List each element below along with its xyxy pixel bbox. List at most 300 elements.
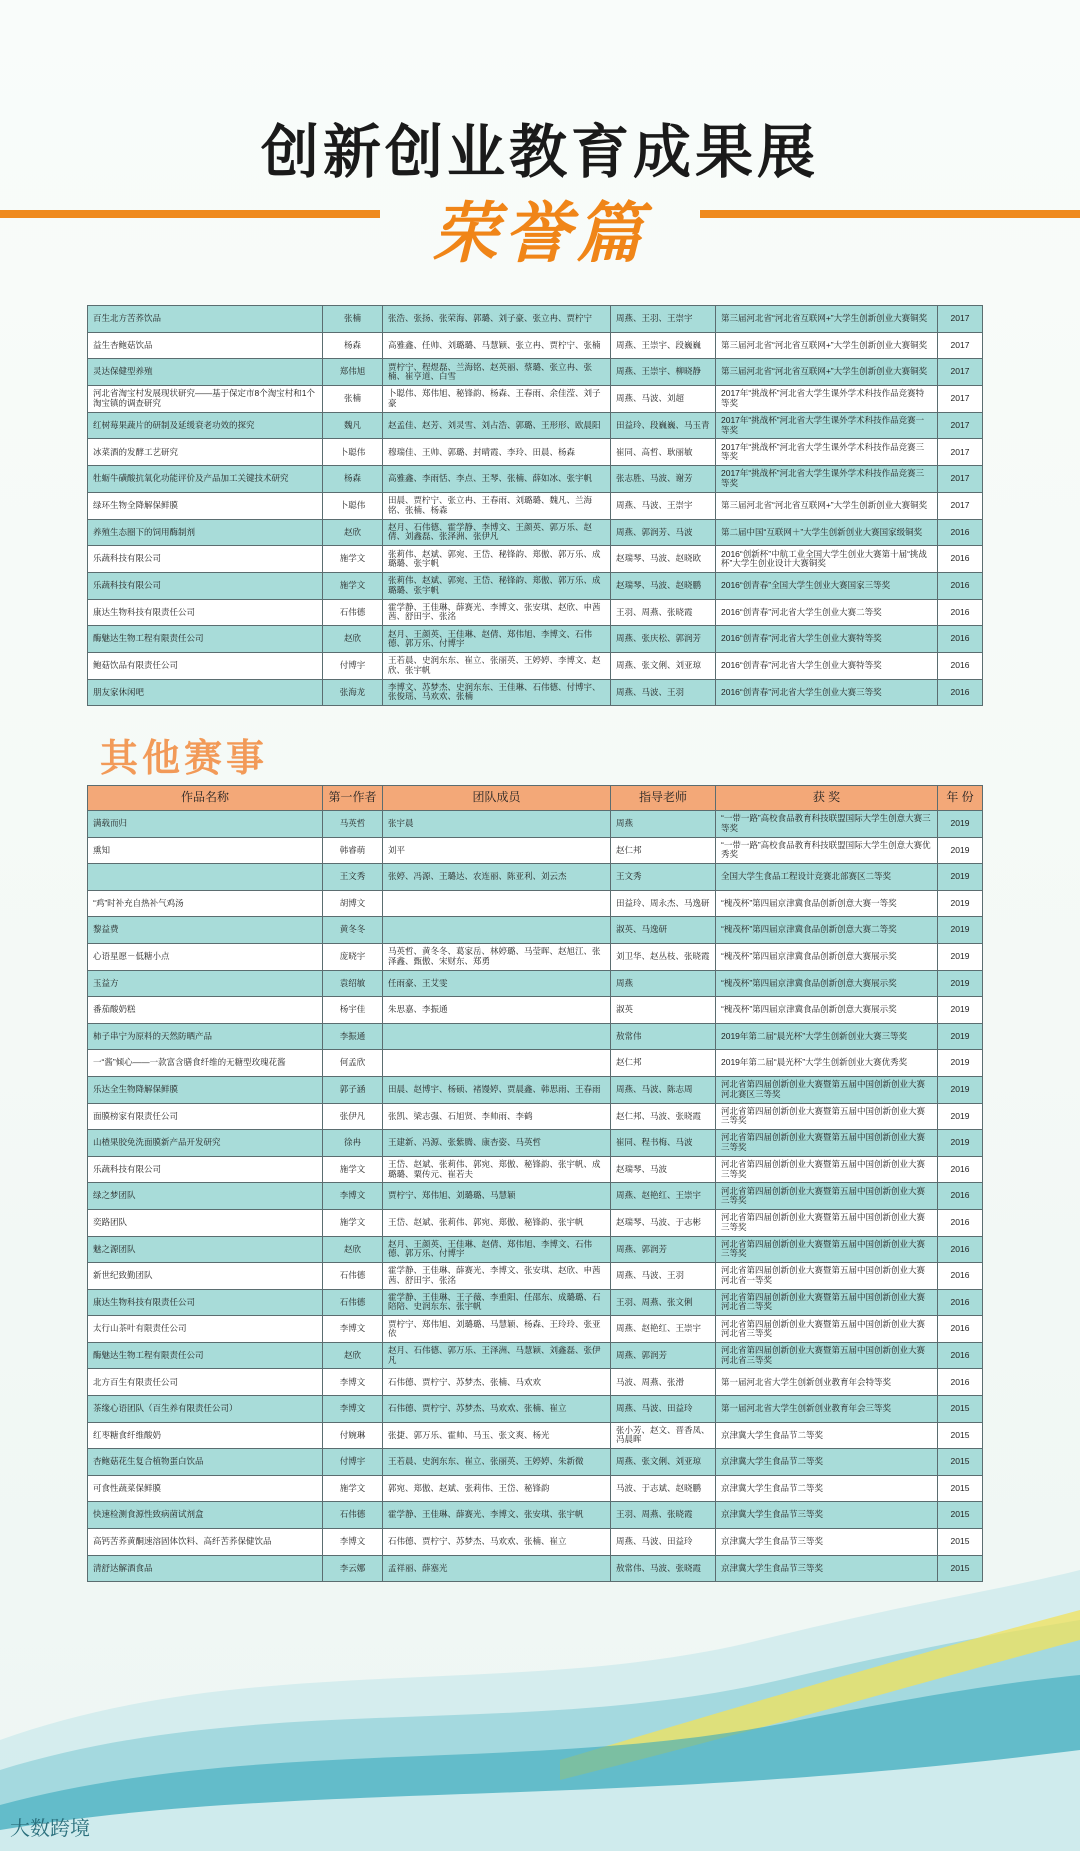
cell-author: 石伟德 <box>323 599 383 626</box>
cell-author: 张海龙 <box>323 679 383 706</box>
cell-year: 2017 <box>938 359 983 386</box>
cell-name: 太行山茶叶有限责任公司 <box>88 1316 323 1343</box>
cell-award: 河北省第四届创新创业大赛暨第五届中国创新创业大赛河北赛区三等奖 <box>716 1076 938 1103</box>
cell-author: 李博文 <box>323 1529 383 1556</box>
cell-advisor: 赵仁邦、马波、张晓霞 <box>611 1103 716 1130</box>
cell-award: 2017年“挑战杯”河北省大学生课外学术科技作品竞赛三等奖 <box>716 466 938 493</box>
table-row <box>88 1475 983 1502</box>
cell-advisor: 淑英、马逸研 <box>611 917 716 944</box>
cell-author: 杨宇佳 <box>323 997 383 1024</box>
cell-year: 2016 <box>938 1342 983 1369</box>
table-row <box>88 1263 983 1290</box>
cell-advisor: 周燕、张文俐、刘亚琼 <box>611 1449 716 1476</box>
cell-author: 付博宇 <box>323 652 383 679</box>
decorative-wave <box>0 1530 1080 1851</box>
table-row <box>88 546 983 573</box>
cell-name: 快速检测食源性致病菌试剂盒 <box>88 1502 323 1529</box>
cell-members: 王建新、冯源、张紫腾、康杏姿、马英哲 <box>383 1130 611 1157</box>
table-row <box>88 1130 983 1157</box>
cell-award: 第一届河北省大学生创新创业教育年会三等奖 <box>716 1396 938 1423</box>
cell-award: “槐茂杯”第四届京津冀食品创新创意大赛二等奖 <box>716 917 938 944</box>
cell-author: 李博文 <box>323 1369 383 1396</box>
cell-members: 朱思嘉、李振通 <box>383 997 611 1024</box>
cell-name: 红树莓果蔬片的研制及延缓衰老功效的探究 <box>88 412 323 439</box>
cell-author: 韩睿萌 <box>323 837 383 864</box>
cell-name: 可食性蔬菜保鲜膜 <box>88 1475 323 1502</box>
cell-award: 京津冀大学生食品节三等奖 <box>716 1529 938 1556</box>
cell-author: 杨森 <box>323 332 383 359</box>
cell-members <box>383 917 611 944</box>
cell-advisor: 赵仁邦 <box>611 1050 716 1077</box>
cell-award: 2019年第二届“晨光杯”大学生创新创业大赛优秀奖 <box>716 1050 938 1077</box>
cell-advisor: 周燕、郭润芳、马波 <box>611 519 716 546</box>
cell-advisor: 周燕、王崇宇、段巍巍 <box>611 332 716 359</box>
cell-name: 魅之源团队 <box>88 1236 323 1263</box>
cell-members <box>383 1023 611 1050</box>
cell-name: 黎益费 <box>88 917 323 944</box>
cell-award: 2016“创青春”河北省大学生创业大赛特等奖 <box>716 652 938 679</box>
cell-members: 贾柠宁、郑伟旭、刘璐璐、马慧颖 <box>383 1183 611 1210</box>
cell-author: 郭子涵 <box>323 1076 383 1103</box>
cell-year: 2016 <box>938 679 983 706</box>
cell-members: 高雅鑫、任帅、刘璐璐、马慧颖、张立冉、贾柠宁、张楠 <box>383 332 611 359</box>
table-row <box>88 1023 983 1050</box>
table-row <box>88 332 983 359</box>
cell-award: 2016“创青春”河北省大学生创业大赛二等奖 <box>716 599 938 626</box>
cell-name: 熏知 <box>88 837 323 864</box>
table-row <box>88 412 983 439</box>
cell-author: 徐冉 <box>323 1130 383 1157</box>
cell-year: 2016 <box>938 1289 983 1316</box>
table-row <box>88 386 983 413</box>
cell-advisor: 周燕、马波、陈志周 <box>611 1076 716 1103</box>
cell-name: 柿子串宁为原料的天然防晒产品 <box>88 1023 323 1050</box>
cell-name: 茶缘心语团队（百生养有限责任公司） <box>88 1396 323 1423</box>
table-row <box>88 492 983 519</box>
cell-author: 魏凡 <box>323 412 383 439</box>
cell-members: 霍学静、王佳琳、王子薇、李重阳、任邵东、成璐璐、石陪陪、史润东东、张宇帆 <box>383 1289 611 1316</box>
cell-members: 郭宛、郑傲、赵斌、张莉伟、王岱、秘锋韵 <box>383 1475 611 1502</box>
table-row <box>88 1236 983 1263</box>
cell-name: 红枣糖食纤维酸奶 <box>88 1422 323 1449</box>
table-row <box>88 1316 983 1343</box>
cell-name: 酶魅达生物工程有限责任公司 <box>88 1342 323 1369</box>
table-row <box>88 943 983 970</box>
cell-award: “槐茂杯”第四届京津冀食品创新创意大赛展示奖 <box>716 943 938 970</box>
cell-year: 2016 <box>938 1236 983 1263</box>
cell-name: 冰菜酒的发酵工艺研究 <box>88 439 323 466</box>
cell-advisor: 周燕、马波、田益玲 <box>611 1529 716 1556</box>
cell-advisor: 崔同、高哲、耿丽敏 <box>611 439 716 466</box>
other-competitions-table <box>87 785 983 1582</box>
cell-members: 石伟德、贾柠宁、苏梦杰、马欢欢、张楠、崔立 <box>383 1529 611 1556</box>
cell-award: 河北省第四届创新创业大赛暨第五届中国创新创业大赛河北省三等奖 <box>716 1316 938 1343</box>
cell-advisor: 王羽、周燕、张晓霞 <box>611 1502 716 1529</box>
cell-members: 李博文、苏梦杰、史润东东、王佳琳、石伟德、付博宇、张俊瑶、马欢欢、张楠 <box>383 679 611 706</box>
cell-author: 胡博文 <box>323 890 383 917</box>
cell-award: 2016“创新杯”中航工业全国大学生创业大赛第十届“挑战杯”大学生创业设计大赛铜奖 <box>716 546 938 573</box>
table-row <box>88 917 983 944</box>
cell-year: 2019 <box>938 864 983 891</box>
table-row <box>88 1289 983 1316</box>
cell-advisor: 赵瑞琴、马波、于志彬 <box>611 1209 716 1236</box>
cell-name: 乐蔬科技有限公司 <box>88 1156 323 1183</box>
cell-name: 益生杏鲍菇饮品 <box>88 332 323 359</box>
cell-year: 2017 <box>938 386 983 413</box>
cell-members: 石伟德、贾柠宁、苏梦杰、马欢欢、张楠、崔立 <box>383 1396 611 1423</box>
cell-name: 新世纪致勤团队 <box>88 1263 323 1290</box>
table-row <box>88 519 983 546</box>
cell-year: 2017 <box>938 439 983 466</box>
cell-author: 卜聪伟 <box>323 492 383 519</box>
cell-members: 张宇晨 <box>383 811 611 838</box>
table-row <box>88 970 983 997</box>
cell-award: 第三届河北省“河北省互联网+”大学生创新创业大赛铜奖 <box>716 332 938 359</box>
cell-year: 2017 <box>938 466 983 493</box>
cell-members: 刘平 <box>383 837 611 864</box>
table-row <box>88 1103 983 1130</box>
table-row <box>88 466 983 493</box>
cell-name: 番茄酸奶糕 <box>88 997 323 1024</box>
cell-author: 石伟德 <box>323 1289 383 1316</box>
cell-advisor: 敖常伟 <box>611 1023 716 1050</box>
cell-year: 2016 <box>938 1183 983 1210</box>
cell-members: 赵月、王颜英、王佳琳、赵倩、郑伟旭、李博文、石伟德、郭万乐、付博宇 <box>383 626 611 653</box>
cell-name: 灵达保健型养殖 <box>88 359 323 386</box>
cell-name: 心语星愿－低糖小点 <box>88 943 323 970</box>
cell-author: 李博文 <box>323 1183 383 1210</box>
cell-year: 2019 <box>938 943 983 970</box>
cell-award: 2016“创青春”河北省大学生创业大赛特等奖 <box>716 626 938 653</box>
cell-name: 百生北方苦荞饮品 <box>88 306 323 333</box>
cell-author: 付博宇 <box>323 1449 383 1476</box>
cell-advisor: 刘卫华、赵丛枝、张晓霞 <box>611 943 716 970</box>
table-row <box>88 811 983 838</box>
cell-author: 付婉琳 <box>323 1422 383 1449</box>
cell-year: 2019 <box>938 1023 983 1050</box>
cell-name: 满载而归 <box>88 811 323 838</box>
cell-members: 张婷、冯源、王璐达、农连丽、陈亚利、刘云杰 <box>383 864 611 891</box>
cell-author: 赵欣 <box>323 1342 383 1369</box>
cell-advisor: 周燕、张庆松、郭润芳 <box>611 626 716 653</box>
header-advisor: 指导老师 <box>611 786 716 811</box>
cell-author: 赵欣 <box>323 519 383 546</box>
cell-name: 高钙苦荞黄酮速溶固体饮料、高纤苦荞保健饮品 <box>88 1529 323 1556</box>
table-row <box>88 890 983 917</box>
cell-members: 张莉伟、赵斌、郭宛、王岱、秘锋韵、郑傲、郭万乐、成璐璐、张宇帆 <box>383 546 611 573</box>
header-name: 作品名称 <box>88 786 323 811</box>
cell-advisor: 周燕、王崇宇、柳晓静 <box>611 359 716 386</box>
cell-advisor: 王羽、周燕、张晓霞 <box>611 599 716 626</box>
cell-year: 2017 <box>938 492 983 519</box>
table-row <box>88 306 983 333</box>
cell-advisor: 赵仁邦 <box>611 837 716 864</box>
cell-name: 康达生物科技有限责任公司 <box>88 1289 323 1316</box>
cell-author: 黄冬冬 <box>323 917 383 944</box>
cell-author: 施学文 <box>323 1156 383 1183</box>
cell-advisor: 周燕、张文俐、刘亚琼 <box>611 652 716 679</box>
cell-year: 2017 <box>938 332 983 359</box>
cell-advisor: 张小芳、赵文、晋香凤、冯晨晖 <box>611 1422 716 1449</box>
cell-advisor: 周燕 <box>611 970 716 997</box>
cell-name: 乐蔬科技有限公司 <box>88 572 323 599</box>
cell-award: 河北省第四届创新创业大赛暨第五届中国创新创业大赛河北省一等奖 <box>716 1263 938 1290</box>
cell-award: 河北省第四届创新创业大赛暨第五届中国创新创业大赛三等奖 <box>716 1156 938 1183</box>
cell-year: 2015 <box>938 1555 983 1582</box>
cell-advisor: 张志胜、马波、谢芳 <box>611 466 716 493</box>
cell-name: 乐蔬科技有限公司 <box>88 546 323 573</box>
cell-members: 马英哲、黄冬冬、葛家岳、林婷璐、马莹晖、赵旭江、张泽鑫、甄傲、宋财东、郑勇 <box>383 943 611 970</box>
cell-year: 2015 <box>938 1475 983 1502</box>
cell-members: 高雅鑫、李雨恬、李点、王琴、张楠、薛如冰、张宇帆 <box>383 466 611 493</box>
cell-name: 奕路团队 <box>88 1209 323 1236</box>
cell-author: 施学文 <box>323 1475 383 1502</box>
cell-advisor: 周燕、马波、刘超 <box>611 386 716 413</box>
cell-name: 绿环生物全降解保鲜膜 <box>88 492 323 519</box>
cell-year: 2016 <box>938 1369 983 1396</box>
cell-advisor: 田益玲、周永杰、马逸研 <box>611 890 716 917</box>
cell-advisor: 周燕、王羽、王崇宇 <box>611 306 716 333</box>
honors-table <box>87 305 983 706</box>
header-year: 年 份 <box>938 786 983 811</box>
cell-advisor: 敖常伟、马波、张晓霞 <box>611 1555 716 1582</box>
table-row <box>88 864 983 891</box>
cell-award: 2016“创青春”河北省大学生创业大赛三等奖 <box>716 679 938 706</box>
cell-members: 贾柠宁、郑伟旭、刘璐璐、马慧颖、杨森、王玲玲、张亚依 <box>383 1316 611 1343</box>
cell-members: 田晨、贾柠宁、张立冉、王春雨、刘璐璐、魏凡、兰海铭、张楠、杨森 <box>383 492 611 519</box>
table-row <box>88 1076 983 1103</box>
cell-award: “槐茂杯”第四届京津冀食品创新创意大赛展示奖 <box>716 970 938 997</box>
cell-members: 王若晨、史润东东、崔立、张丽英、王婷婷、李博文、赵欣、张宇帆 <box>383 652 611 679</box>
cell-award: 京津冀大学生食品节三等奖 <box>716 1555 938 1582</box>
cell-author: 石伟德 <box>323 1263 383 1290</box>
cell-name: 玉益方 <box>88 970 323 997</box>
cell-author: 袁绍敏 <box>323 970 383 997</box>
header-author: 第一作者 <box>323 786 383 811</box>
cell-year: 2016 <box>938 652 983 679</box>
cell-advisor: 周燕、赵艳红、王崇宇 <box>611 1183 716 1210</box>
cell-author: 卜聪伟 <box>323 439 383 466</box>
cell-name: 乐达全生物降解保鲜膜 <box>88 1076 323 1103</box>
cell-advisor: 周燕、马波、田益玲 <box>611 1396 716 1423</box>
cell-award: 第一届河北省大学生创新创业教育年会特等奖 <box>716 1369 938 1396</box>
cell-name: 面膜榜家有限责任公司 <box>88 1103 323 1130</box>
cell-author: 张楠 <box>323 306 383 333</box>
table-row <box>88 1422 983 1449</box>
cell-award: 河北省第四届创新创业大赛暨第五届中国创新创业大赛三等奖 <box>716 1130 938 1157</box>
cell-members: 田晨、赵博宇、杨硕、褚馒婷、贾晨鑫、韩思雨、王春雨 <box>383 1076 611 1103</box>
cell-name: 朋友家休闲吧 <box>88 679 323 706</box>
cell-award: 2017年“挑战杯”河北省大学生课外学术科技作品竞赛三等奖 <box>716 439 938 466</box>
cell-name: 康达生物科技有限责任公司 <box>88 599 323 626</box>
cell-members: 赵孟佳、赵芳、刘灵雪、刘占浩、郭璐、王形形、欧晨阳 <box>383 412 611 439</box>
cell-members <box>383 890 611 917</box>
cell-year: 2015 <box>938 1422 983 1449</box>
cell-author: 何孟欣 <box>323 1050 383 1077</box>
cell-year: 2016 <box>938 1209 983 1236</box>
cell-members: 张捷、郭万乐、霍帅、马玉、张文爽、杨光 <box>383 1422 611 1449</box>
cell-advisor: 周燕、马波、王羽 <box>611 679 716 706</box>
cell-year: 2019 <box>938 997 983 1024</box>
table-row <box>88 1396 983 1423</box>
page-title: 创新创业教育成果展 <box>260 120 819 185</box>
cell-year: 2015 <box>938 1396 983 1423</box>
cell-author: 杨森 <box>323 466 383 493</box>
table-row <box>88 997 983 1024</box>
cell-author: 施学文 <box>323 572 383 599</box>
cell-name: 鲍菇饮品有限责任公司 <box>88 652 323 679</box>
cell-name: 酶魅达生物工程有限责任公司 <box>88 626 323 653</box>
cell-award: “一带一路”高校食品教育科技联盟国际大学生创意大赛三等奖 <box>716 811 938 838</box>
cell-members: 穆瑞佳、王帅、郭璐、封晴霞、李玲、田晨、杨森 <box>383 439 611 466</box>
table-row <box>88 1502 983 1529</box>
cell-author: 施学文 <box>323 1209 383 1236</box>
cell-author: 庞晓宇 <box>323 943 383 970</box>
header-members: 团队成员 <box>383 786 611 811</box>
cell-author: 施学文 <box>323 546 383 573</box>
table-row <box>88 1449 983 1476</box>
cell-year: 2016 <box>938 1316 983 1343</box>
cell-author: 石伟德 <box>323 1502 383 1529</box>
table-row <box>88 652 983 679</box>
cell-advisor: 周燕、赵艳红、王崇宇 <box>611 1316 716 1343</box>
cell-year: 2016 <box>938 1263 983 1290</box>
cell-members: 赵月、王颜英、王佳琳、赵倩、郑伟旭、李博文、石伟德、郭万乐、付博宇 <box>383 1236 611 1263</box>
cell-award: 京津冀大学生食品节二等奖 <box>716 1422 938 1449</box>
cell-author: 王文秀 <box>323 864 383 891</box>
cell-year: 2015 <box>938 1449 983 1476</box>
cell-award: 第三届河北省“河北省互联网+”大学生创新创业大赛铜奖 <box>716 306 938 333</box>
cell-name: 一“酱”倾心——一款富含膳食纤维的无糖型玫瑰花酱 <box>88 1050 323 1077</box>
table-row <box>88 1183 983 1210</box>
table-row <box>88 1209 983 1236</box>
cell-year: 2019 <box>938 1103 983 1130</box>
cell-advisor: 田益玲、段巍巍、马玉青 <box>611 412 716 439</box>
cell-award: 2017年“挑战杯”河北省大学生课外学术科技作品竞赛一等奖 <box>716 412 938 439</box>
table-row <box>88 599 983 626</box>
cell-author: 张楠 <box>323 386 383 413</box>
cell-members: 赵月、石伟德、霍学静、李博文、王颜英、郭万乐、赵倩、刘鑫磊、张泽洲、张伊凡 <box>383 519 611 546</box>
cell-members: 王岱、赵斌、张莉伟、郭宛、郑傲、秘锋韵、张宇帆、成璐璐、粟传元、崔若夫 <box>383 1156 611 1183</box>
cell-year: 2016 <box>938 626 983 653</box>
cell-award: 2019年第二届“晨光杯”大学生创新创业大赛三等奖 <box>716 1023 938 1050</box>
cell-members: 张浩、张扬、张荣海、郭璐、刘子豪、张立冉、贾柠宁 <box>383 306 611 333</box>
cell-advisor: 赵瑞琴、马波、赵晓欧 <box>611 546 716 573</box>
cell-name: 牡蛎牛磺酸抗氧化功能评价及产品加工关键技术研究 <box>88 466 323 493</box>
cell-advisor: 周燕、郭润芳 <box>611 1236 716 1263</box>
cell-author: 李博文 <box>323 1316 383 1343</box>
cell-author: 李振通 <box>323 1023 383 1050</box>
table-row <box>88 359 983 386</box>
cell-members: 任雨豪、王艾雯 <box>383 970 611 997</box>
cell-members: 石伟德、贾柠宁、苏梦杰、张楠、马欢欢 <box>383 1369 611 1396</box>
cell-award: 第三届河北省“河北省互联网+”大学生创新创业大赛铜奖 <box>716 492 938 519</box>
cell-advisor: 淑英 <box>611 997 716 1024</box>
cell-members: 张凯、梁志强、石旭贤、李帅雨、李鹤 <box>383 1103 611 1130</box>
table-row <box>88 837 983 864</box>
cell-members: 赵月、石伟德、郭万乐、王泽洲、马慧颖、刘鑫磊、张伊凡 <box>383 1342 611 1369</box>
cell-advisor: 马波、于志斌、赵晓鹏 <box>611 1475 716 1502</box>
cell-author: 李云娜 <box>323 1555 383 1582</box>
cell-year: 2015 <box>938 1502 983 1529</box>
cell-award: 河北省第四届创新创业大赛暨第五届中国创新创业大赛河北省二等奖 <box>716 1289 938 1316</box>
cell-name: 河北省淘宝村发展现状研究——基于保定市8个淘宝村和1个淘宝镇的调查研究 <box>88 386 323 413</box>
cell-year: 2019 <box>938 837 983 864</box>
cell-name: 北方百生有限责任公司 <box>88 1369 323 1396</box>
cell-award: 河北省第四届创新创业大赛暨第五届中国创新创业大赛三等奖 <box>716 1103 938 1130</box>
cell-award: 河北省第四届创新创业大赛暨第五届中国创新创业大赛河北省三等奖 <box>716 1342 938 1369</box>
cell-advisor: 王羽、周燕、张文俐 <box>611 1289 716 1316</box>
table-row <box>88 1050 983 1077</box>
cell-award: “一带一路”高校食品教育科技联盟国际大学生创意大赛优秀奖 <box>716 837 938 864</box>
cell-award: 京津冀大学生食品节二等奖 <box>716 1449 938 1476</box>
cell-advisor: 周燕、马波、王崇宇 <box>611 492 716 519</box>
cell-award: 第三届河北省“河北省互联网+”大学生创新创业大赛铜奖 <box>716 359 938 386</box>
table-row <box>88 1342 983 1369</box>
page-subtitle: 荣誉篇 <box>432 196 648 270</box>
cell-year: 2019 <box>938 890 983 917</box>
cell-name: 清舒达解酒食品 <box>88 1555 323 1582</box>
cell-members <box>383 1050 611 1077</box>
table-row <box>88 1156 983 1183</box>
cell-award: 2017年“挑战杯”河北省大学生课外学术科技作品竞赛特等奖 <box>716 386 938 413</box>
cell-author: 赵欣 <box>323 1236 383 1263</box>
cell-author: 李博文 <box>323 1396 383 1423</box>
table-row <box>88 572 983 599</box>
cell-advisor: 崔同、程书梅、马波 <box>611 1130 716 1157</box>
cell-advisor: 王文秀 <box>611 864 716 891</box>
cell-year: 2017 <box>938 412 983 439</box>
cell-name: 杏鲍菇花生复合植物蛋白饮品 <box>88 1449 323 1476</box>
cell-name: “鸡”时补充自热补气鸡汤 <box>88 890 323 917</box>
cell-advisor: 周燕 <box>611 811 716 838</box>
cell-award: 2016“创青春”全国大学生创业大赛国家三等奖 <box>716 572 938 599</box>
table-row <box>88 679 983 706</box>
cell-award: 京津冀大学生食品节三等奖 <box>716 1502 938 1529</box>
cell-year: 2016 <box>938 572 983 599</box>
table-row <box>88 626 983 653</box>
cell-advisor: 赵瑞琴、马波 <box>611 1156 716 1183</box>
cell-members: 卜聪伟、郑伟旭、秘锋韵、杨森、王春雨、余佳滢、刘子豪 <box>383 386 611 413</box>
cell-award: 全国大学生食品工程设计竞赛北部赛区二等奖 <box>716 864 938 891</box>
cell-year: 2016 <box>938 1156 983 1183</box>
cell-members: 霍学静、王佳琳、薛赛光、李博文、张安琪、赵欣、申茜茜、舒田宇、张洺 <box>383 1263 611 1290</box>
cell-year: 2019 <box>938 917 983 944</box>
cell-year: 2016 <box>938 546 983 573</box>
cell-members: 霍学静、王佳琳、薛赛光、李博文、张安琪、赵欣、申茜茜、舒田宇、张洺 <box>383 599 611 626</box>
cell-members: 霍学静、王佳琳、薛赛光、李博文、张安琪、张宇帆 <box>383 1502 611 1529</box>
table-row <box>88 439 983 466</box>
cell-year: 2019 <box>938 970 983 997</box>
cell-name: 绿之梦团队 <box>88 1183 323 1210</box>
section-title-other: 其他赛事 <box>100 738 269 780</box>
cell-members: 孟祥丽、薛塞光 <box>383 1555 611 1582</box>
cell-award: 河北省第四届创新创业大赛暨第五届中国创新创业大赛三等奖 <box>716 1183 938 1210</box>
cell-author: 郑伟旭 <box>323 359 383 386</box>
cell-members: 张莉伟、赵斌、郭宛、王岱、秘锋韵、郑傲、郭万乐、成璐璐、张宇帆 <box>383 572 611 599</box>
cell-award: 河北省第四届创新创业大赛暨第五届中国创新创业大赛三等奖 <box>716 1209 938 1236</box>
cell-members: 王若晨、史润东东、崔立、张丽英、王婷婷、朱新微 <box>383 1449 611 1476</box>
header-award: 获 奖 <box>716 786 938 811</box>
cell-author: 赵欣 <box>323 626 383 653</box>
table-header-row <box>88 786 983 811</box>
cell-name: 山楂果胶免洗面膜新产品开发研究 <box>88 1130 323 1157</box>
cell-name <box>88 864 323 891</box>
cell-advisor: 周燕、郭润芳 <box>611 1342 716 1369</box>
cell-advisor: 赵瑞琴、马波、赵晓鹏 <box>611 572 716 599</box>
cell-year: 2019 <box>938 811 983 838</box>
cell-members: 王岱、赵斌、张莉伟、郭宛、郑傲、秘锋韵、张宇帆 <box>383 1209 611 1236</box>
